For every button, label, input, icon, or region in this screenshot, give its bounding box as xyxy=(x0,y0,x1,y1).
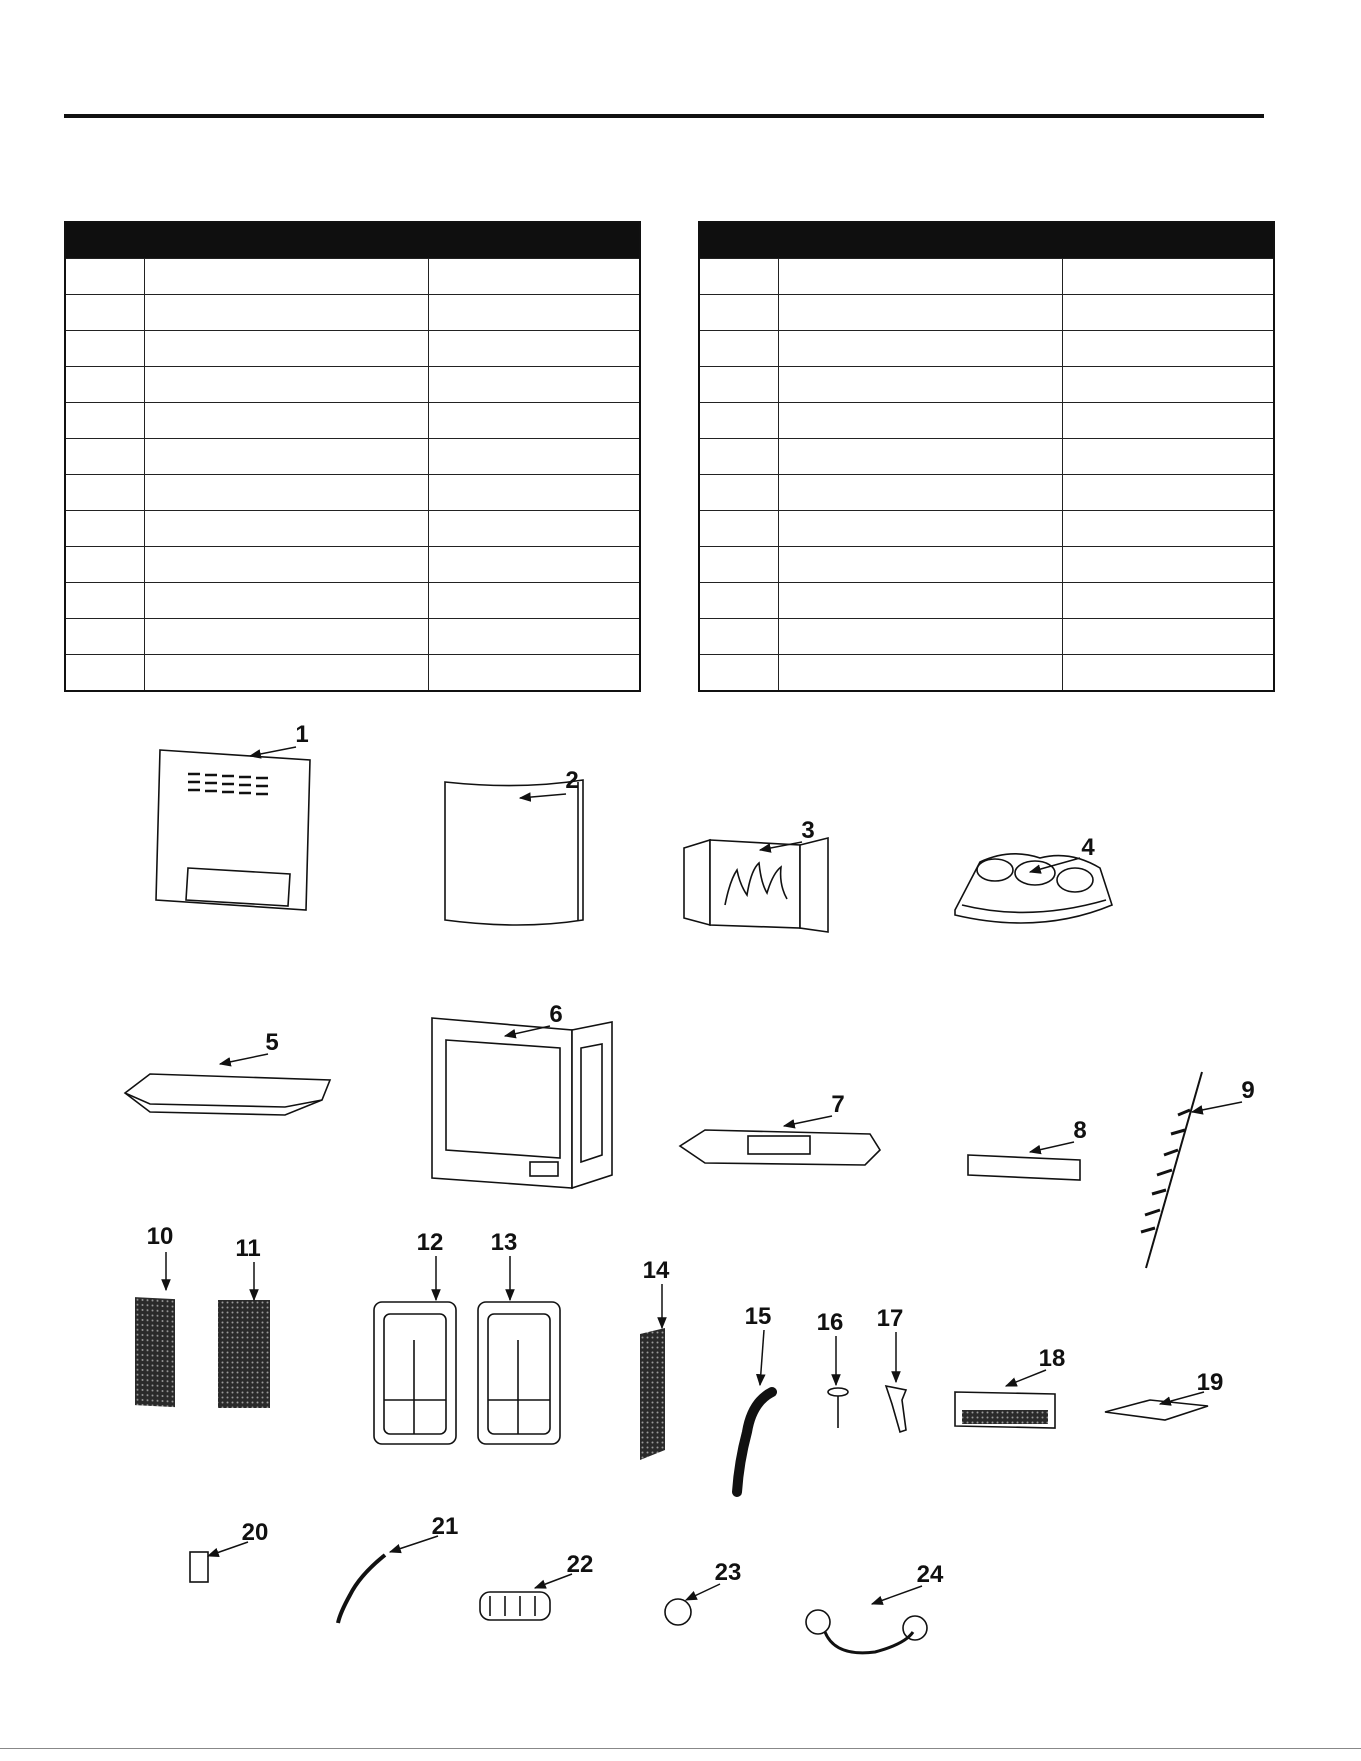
part-bracket xyxy=(886,1386,906,1432)
part-door-right xyxy=(478,1302,560,1444)
callout-leader-arrow xyxy=(1192,1102,1242,1112)
part-code-cell xyxy=(1063,655,1274,692)
description-cell xyxy=(779,259,1063,295)
callout-number: 10 xyxy=(146,1223,174,1250)
part-front-glass xyxy=(445,780,583,925)
callout-number: 15 xyxy=(744,1303,772,1330)
callout-number: 11 xyxy=(235,1235,261,1262)
callout-number: 24 xyxy=(916,1561,944,1588)
description-cell xyxy=(779,655,1063,692)
callout-number: 9 xyxy=(1241,1077,1255,1104)
part-blower xyxy=(480,1592,550,1620)
table-row xyxy=(65,259,640,295)
part-code-cell xyxy=(429,439,640,475)
part-code-cell xyxy=(1063,403,1274,439)
description-cell xyxy=(779,547,1063,583)
part-switch xyxy=(190,1552,208,1582)
part-pin xyxy=(828,1388,848,1428)
part-code-cell xyxy=(429,295,640,331)
header-rule xyxy=(64,114,1264,118)
part-no-cell xyxy=(699,331,779,367)
part-flat-bracket xyxy=(1105,1400,1208,1420)
part-no-cell xyxy=(65,619,145,655)
part-top-plate xyxy=(125,1074,330,1115)
description-cell xyxy=(145,295,429,331)
table-row xyxy=(65,655,640,692)
table-row xyxy=(65,547,640,583)
part-back-panel xyxy=(156,750,310,910)
part-no-cell xyxy=(699,403,779,439)
part-no-cell xyxy=(699,259,779,295)
part-firebox-frame xyxy=(432,1018,612,1188)
part-flame-screen xyxy=(684,838,828,932)
description-cell xyxy=(145,547,429,583)
part-no-cell xyxy=(699,619,779,655)
table-row xyxy=(65,511,640,547)
part-no-cell xyxy=(699,367,779,403)
description-cell xyxy=(779,295,1063,331)
callout-number: 21 xyxy=(431,1513,459,1540)
callout-leader-arrow xyxy=(1006,1370,1046,1386)
description-cell xyxy=(145,331,429,367)
callout-leader-arrow xyxy=(686,1584,720,1600)
callout-leader-arrow xyxy=(220,1054,268,1064)
table-row xyxy=(699,475,1274,511)
part-no-cell xyxy=(699,511,779,547)
callout-number: 12 xyxy=(416,1229,444,1256)
description-cell xyxy=(779,619,1063,655)
callout-leader-arrow xyxy=(1030,1142,1074,1152)
part-no-cell xyxy=(65,295,145,331)
part-log-set xyxy=(955,854,1112,923)
table-row xyxy=(65,295,640,331)
part-door-left xyxy=(374,1302,456,1444)
part-no-cell xyxy=(65,655,145,692)
table-row xyxy=(699,403,1274,439)
part-ember-rod xyxy=(1141,1072,1202,1268)
table-row xyxy=(65,403,640,439)
callout-number: 8 xyxy=(1073,1117,1087,1144)
part-no-cell xyxy=(65,439,145,475)
table-row xyxy=(699,259,1274,295)
callout-leader-arrow xyxy=(250,747,296,756)
part-wire-harness xyxy=(806,1610,927,1653)
part-no-cell xyxy=(65,475,145,511)
part-code-cell xyxy=(429,259,640,295)
footer-rule xyxy=(0,1748,1361,1749)
callout-number: 4 xyxy=(1081,834,1095,861)
part-code-cell xyxy=(1063,295,1274,331)
callout-number: 18 xyxy=(1038,1345,1066,1372)
part-code-cell xyxy=(1063,331,1274,367)
part-no-cell xyxy=(699,547,779,583)
table-row xyxy=(699,331,1274,367)
part-code-cell xyxy=(1063,619,1274,655)
description-cell xyxy=(145,511,429,547)
description-cell xyxy=(145,655,429,692)
part-base-plate xyxy=(680,1130,880,1165)
description-cell xyxy=(145,439,429,475)
table-row xyxy=(65,367,640,403)
part-power-cord xyxy=(338,1555,385,1623)
part-no-cell xyxy=(699,439,779,475)
part-no-cell xyxy=(65,511,145,547)
description-cell xyxy=(779,439,1063,475)
callout-number: 14 xyxy=(642,1257,670,1284)
table-row xyxy=(699,583,1274,619)
description-cell xyxy=(145,475,429,511)
parts-table-left xyxy=(64,221,641,692)
part-heater-box xyxy=(955,1392,1055,1428)
callout-number: 19 xyxy=(1196,1369,1224,1396)
part-no-cell xyxy=(65,331,145,367)
table-row xyxy=(699,619,1274,655)
part-small-plate xyxy=(968,1155,1080,1180)
callout-number: 20 xyxy=(241,1519,269,1546)
part-code-cell xyxy=(1063,475,1274,511)
part-code-cell xyxy=(1063,547,1274,583)
callout-number: 5 xyxy=(265,1029,279,1056)
table-row xyxy=(699,547,1274,583)
description-cell xyxy=(779,367,1063,403)
part-code-cell xyxy=(429,475,640,511)
part-code-cell xyxy=(1063,511,1274,547)
part-code-cell xyxy=(429,367,640,403)
callout-number: 3 xyxy=(801,817,815,844)
part-no-cell xyxy=(65,547,145,583)
part-code-cell xyxy=(429,583,640,619)
callout-number: 6 xyxy=(549,1001,563,1028)
part-no-cell xyxy=(699,655,779,692)
table-header-row xyxy=(699,222,1274,259)
description-cell xyxy=(145,403,429,439)
part-code-cell xyxy=(1063,439,1274,475)
parts-table-right xyxy=(698,221,1275,692)
callout-number: 13 xyxy=(490,1229,518,1256)
callout-number: 16 xyxy=(816,1309,844,1336)
description-cell xyxy=(779,511,1063,547)
part-code-cell xyxy=(1063,367,1274,403)
table-header-row xyxy=(65,222,640,259)
part-no-cell xyxy=(65,259,145,295)
part-code-cell xyxy=(429,547,640,583)
table-row xyxy=(65,475,640,511)
callout-leader-arrow xyxy=(872,1586,922,1604)
part-ring xyxy=(665,1599,691,1625)
part-no-cell xyxy=(699,583,779,619)
table-row xyxy=(699,295,1274,331)
table-row xyxy=(65,619,640,655)
callout-number: 23 xyxy=(714,1559,742,1586)
table-row xyxy=(65,583,640,619)
callout-number: 2 xyxy=(565,767,579,794)
part-no-cell xyxy=(65,403,145,439)
table-row xyxy=(699,511,1274,547)
table-row xyxy=(65,439,640,475)
part-flexible-duct xyxy=(737,1392,772,1492)
part-mesh-panel-left xyxy=(135,1297,175,1407)
description-cell xyxy=(145,619,429,655)
part-code-cell xyxy=(429,331,640,367)
description-cell xyxy=(779,583,1063,619)
description-cell xyxy=(145,367,429,403)
callout-leader-arrow xyxy=(784,1116,832,1126)
part-code-cell xyxy=(429,619,640,655)
part-tall-mesh xyxy=(640,1328,665,1460)
table-row xyxy=(65,331,640,367)
description-cell xyxy=(145,583,429,619)
callout-number: 22 xyxy=(566,1551,594,1578)
table-row xyxy=(699,367,1274,403)
exploded-parts-diagram xyxy=(0,700,1361,1740)
part-no-cell xyxy=(65,367,145,403)
callout-leader-arrow xyxy=(760,1330,764,1385)
description-cell xyxy=(779,403,1063,439)
callout-number: 1 xyxy=(295,721,309,748)
part-no-cell xyxy=(699,295,779,331)
part-code-cell xyxy=(1063,583,1274,619)
part-code-cell xyxy=(429,403,640,439)
part-code-cell xyxy=(429,655,640,692)
part-code-cell xyxy=(429,511,640,547)
table-row xyxy=(699,439,1274,475)
description-cell xyxy=(779,331,1063,367)
description-cell xyxy=(779,475,1063,511)
part-code-cell xyxy=(1063,259,1274,295)
callout-number: 7 xyxy=(831,1091,845,1118)
part-no-cell xyxy=(699,475,779,511)
table-row xyxy=(699,655,1274,692)
part-mesh-panel-right xyxy=(218,1300,270,1408)
callout-number: 17 xyxy=(876,1305,904,1332)
description-cell xyxy=(145,259,429,295)
part-no-cell xyxy=(65,583,145,619)
